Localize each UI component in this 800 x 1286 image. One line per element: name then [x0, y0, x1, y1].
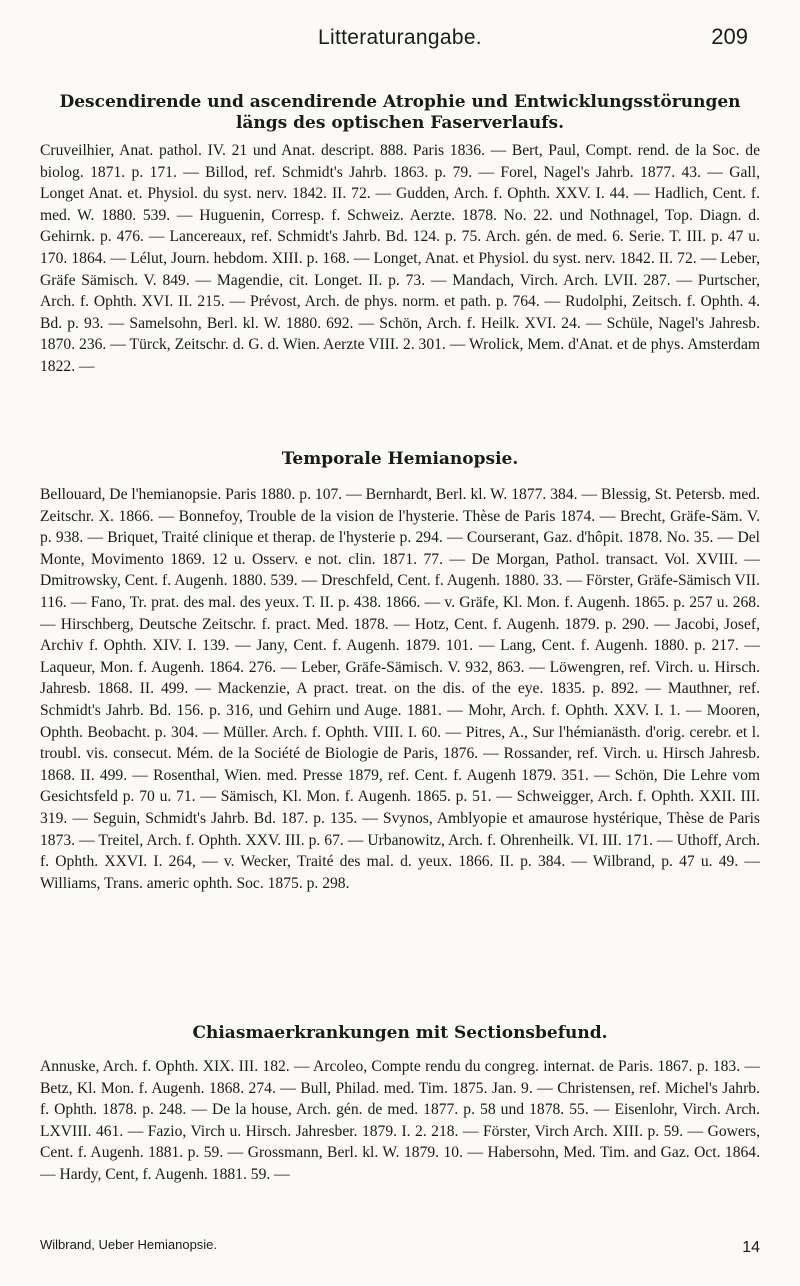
- signature-mark: 14: [742, 1239, 760, 1256]
- section-temporale-hemianopsie: [40, 449, 760, 894]
- section-text: Annuske, Arch. f. Ophth. XIX. III. 182. — Arcoleo, Compte rendu du congreg. internat. de Paris. 1867. p. 183. — Betz, Kl. Mon. f. Augenh. 1868. 274. — Bull, Philad. med. Tim. 1875. Jan. 9. — Christensen, ref. Michel's Jahrb. f. Ophth. 1878. p. 248. — De la house, Arch. gén. de med. 1877. p. 58 und 1878. 55. — Eisenlohr, Virch. Arch. LXVIII. 461. — Fazio, Virch u. Hirsch. Jahresber. 1879. I. 2. 218. — Förster, Virch Arch. XIII. p. 59. — Gowers, Cent. f. Augenh. 1881. p. 59. — Grossmann, Berl. kl. W. 1879. 10. — Habersohn, Med. Tim. and Gaz. Oct. 1864. — Hardy, Cent, f. Augenh. 1881. 59. —: [40, 1058, 760, 1183]
- page-number: 209: [711, 24, 748, 49]
- footer: [40, 1237, 760, 1256]
- section-heading: Chiasmaerkrankungen mit Sectionsbefund.: [192, 1023, 608, 1043]
- section-atrophie: [40, 92, 760, 378]
- section-heading: Descendirende und ascendirende Atrophie und Entwicklungsstörungen längs des optischen Faserverlaufs.: [59, 92, 741, 133]
- section-text: Bellouard, De l'hemianopsie. Paris 1880. p. 107. — Bernhardt, Berl. kl. W. 1877. 384. — Blessig, St. Petersb. med. Zeitschr. X. 1866. — Bonnefoy, Trouble de la vision de l'hysterie. Thèse de Paris 1874. — Brecht, Gräfe-Säm. V. p. 938. — Briquet, Traité clinique et therap. de l'hysterie p. 294. — Courserant, Gaz. d'hôpit. 1878. No. 35. — Del Monte, Movimento 1869. 12 u. Osserv. e not. clin. 1871. 77. — De Morgan, Pathol. transact. Vol. XVIII. — Dmitrowsky, Cent. f. Augenh. 1880. 539. — Dreschfeld, Cent. f. Augenh. 1880. 33. — Förster, Gräfe-Sämisch VII. 116. — Fano, Tr. prat. des mal. des yeux. T. II. p. 438. 1866. — v. Gräfe, Kl. Mon. f. Augenh. 1865. p. 257 u. 268. — Hirschberg, Deutsche Zeitschr. f. pract. Med. 1878. — Hotz, Cent. f. Augenh. 1879. p. 290. — Jacobi, Josef, Archiv f. Ophth. XIV. I. 139. — Jany, Cent. f. Augenh. 1879. 101. — Lang, Cent. f. Augenh. 1880. p. 217. — Laqueur, Mon. f. Augenh. 1864. 276. — Leber, Gräfe-Sämisch. V. 932, 863. — Löwengren, ref. Virch. u. Hirsch. Jahresb. 1868. II. 499. — Mackenzie, A pract. treat. on the dis. of the eye. 1835. p. 892. — Mauthner, ref. Schmidt's Jahrb. Bd. 156. p. 316, und Gehirn und Auge. 1881. — Mohr, Arch. f. Ophth. XXV. I. 1. — Mooren, Ophth. Beobacht. p. 304. — Müller. Arch. f. Ophth. VIII. I. 60. — Pitres, A., Sur l'hémianästh. d'orig. cerebr. et l. troubl. vis. consecut. Mém. de la Société de Biologie de Paris, 1876. — Rossander, ref. Virch. u. Hirsch Jahresb. 1868. II. 499. — Rosenthal, Wien. med. Presse 1879, ref. Cent. f. Augenh 1879. 351. — Schön, Die Lehre vom Gesichtsfeld p. 70 u. 71. — Sämisch, Kl. Mon. f. Augenh. 1865. p. 51. — Schweigger, Arch. f. Ophth. XXII. III. 319. — Seguin, Schmidt's Jahrb. Bd. 187. p. 135. — Svynos, Amblyopie et amaurose hystérique, Thèse de Paris 1873. — Treitel, Arch. f. Ophth. XXV. III. p. 67. — Urbanowitz, Arch. f. Ohrenheilk. VI. III. 171. — Uthoff, Arch. f. Ophth. XXVI. I. 264, — v. Wecker, Traité des mal. d. yeux. 1866. II. p. 384. — Wilbrand, p. 47 u. 49. — Williams, Trans. americ ophth. Soc. 1875. p. 298.: [40, 486, 760, 892]
- footer-line: Wilbrand, Ueber Hemianopsie.: [40, 1237, 218, 1252]
- section-heading: Temporale Hemianopsie.: [281, 449, 519, 469]
- section-chiasmaerkrankungen: [40, 1023, 760, 1186]
- section-text: Cruveilhier, Anat. pathol. IV. 21 und Anat. descript. 888. Paris 1836. — Bert, Paul, Compt. rend. de la Soc. de biolog. 1871. p. 171. — Billod, ref. Schmidt's Jahrb. 1863. p. 79. — Forel, Nagel's Jahrb. 1877. 43. — Gall, Longet Anat. et. Physiol. du syst. nerv. 1842. II. 72. — Gudden, Arch. f. Ophth. XXV. I. 44. — Hadlich, Cent. f. med. W. 1880. 539. — Huguenin, Corresp. f. Schweiz. Aerzte. 1878. No. 22. und Nothnagel, Top. Diagn. d. Gehirnk. p. 476. — Lancereaux, ref. Schmidt's Jahrb. Bd. 124. p. 75. Arch. gén. de med. 6. Serie. T. III. p. 47 u. 170. 1864. — Lélut, Journ. hebdom. XIII. p. 168. — Longet, Anat. et Physiol. du syst. nerv. 1842. II. 72. — Leber, Gräfe Sämisch. V. 849. — Magendie, cit. Longet. II. p. 73. — Mandach, Virch. Arch. LVII. 287. — Purtscher, Arch. f. Ophth. XVI. II. 215. — Prévost, Arch. de phys. norm. et path. p. 764. — Rudolphi, Zeitsch. f. Ophth. 4. Bd. p. 93. — Samelsohn, Berl. kl. W. 1880. 692. — Schön, Arch. f. Heilk. XVI. 24. — Schüle, Nagel's Jahresb. 1870. 236. — Türck, Zeitschr. d. G. d. Wien. Aerzte VIII. 2. 301. — Wrolick, Mem. d'Anat. et de phys. Amsterdam 1822. —: [40, 142, 760, 375]
- running-title: Litteraturangabe.: [318, 26, 482, 49]
